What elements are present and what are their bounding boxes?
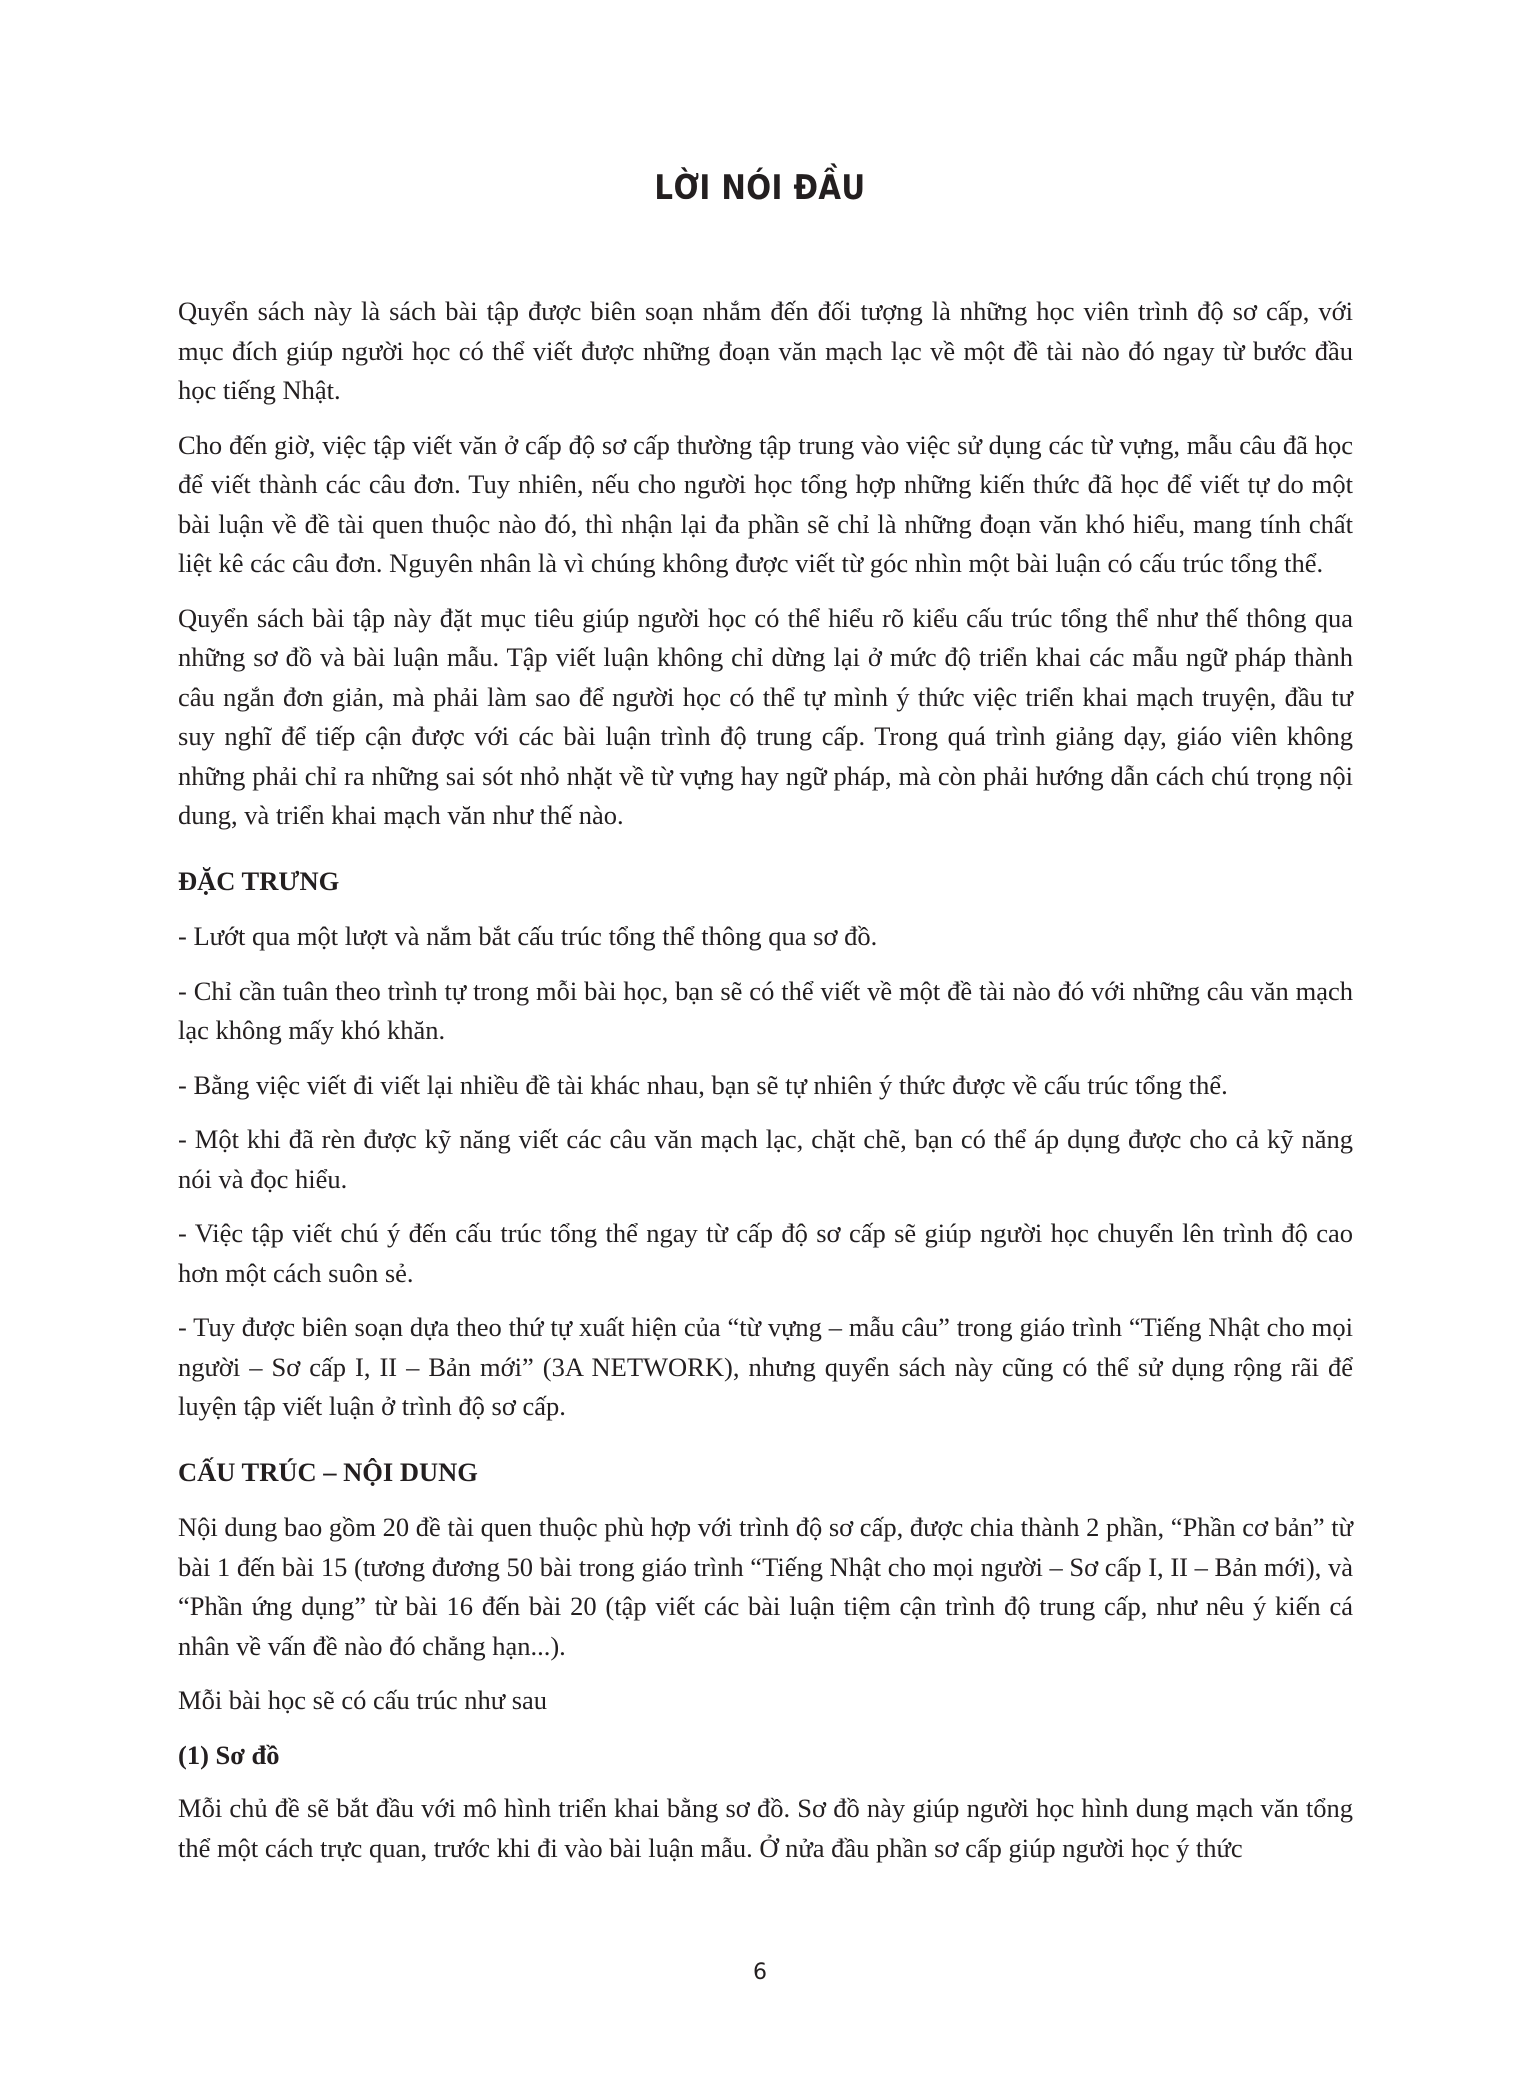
intro-paragraph: Quyển sách này là sách bài tập được biên soạn nhắm đến đối tượng là những học viên trình độ sơ cấp, với mục đích giúp người học có thể viết được những đoạn văn mạch lạc về một đề tài nào đó ngay từ bước đầu học tiếng Nhật. — [178, 296, 1353, 405]
feature-item: - Việc tập viết chú ý đến cấu trúc tổng thể ngay từ cấp độ sơ cấp sẽ giúp người học chuyển lên trình độ cao hơn một cách suôn sẻ. — [178, 1218, 1353, 1288]
diagram-subheading: (1) Sơ đồ — [178, 1739, 280, 1770]
intro-paragraph: Quyển sách bài tập này đặt mục tiêu giúp người học có thể hiểu rõ kiểu cấu trúc tổng thể như thế thông qua những sơ đồ và bài luận mẫu. Tập viết luận không chỉ dừng lại ở mức độ triển khai các mẫu ngữ pháp thành câu ngắn đơn giản, mà phải làm sao để người học có thể tự mình ý thức việc triển khai mạch truyện, đầu tư suy nghĩ để tiếp cận được với các bài luận trình độ trung cấp. Trong quá trình giảng dạy, giáo viên không những phải chỉ ra những sai sót nhỏ nhặt về từ vựng hay ngữ pháp, mà còn phải hướng dẫn cách chú trọng nội dung, và triển khai mạch văn như thế nào. — [178, 602, 1353, 830]
feature-item: - Tuy được biên soạn dựa theo thứ tự xuất hiện của “từ vựng – mẫu câu” trong giáo trình “Tiếng Nhật cho mọi người – Sơ cấp I, II – Bản mới” (3A NETWORK), nhưng quyển sách này cũng có thể sử dụng rộng rãi để luyện tập viết luận ở trình độ sơ cấp. — [178, 1312, 1353, 1421]
feature-item: - Lướt qua một lượt và nắm bắt cấu trúc tổng thể thông qua sơ đồ. — [178, 921, 878, 951]
structure-paragraph: Nội dung bao gồm 20 đề tài quen thuộc phù hợp với trình độ sơ cấp, được chia thành 2 phần, “Phần cơ bản” từ bài 1 đến bài 15 (tương đương 50 bài trong giáo trình “Tiếng Nhật cho mọi người – Sơ cấp I, II – Bản mới), và “Phần ứng dụng” từ bài 16 đến bài 20 (tập viết các bài luận tiệm cận trình độ trung cấp, như nêu ý kiến cá nhân về vấn đề nào đó chẳng hạn...). — [178, 1512, 1353, 1661]
intro-paragraph: Cho đến giờ, việc tập viết văn ở cấp độ sơ cấp thường tập trung vào việc sử dụng các từ vựng, mẫu câu đã học để viết thành các câu đơn. Tuy nhiên, nếu cho người học tổng hợp những kiến thức đã học để viết tự do một bài luận về đề tài quen thuộc nào đó, thì nhận lại đa phần sẽ chỉ là những đoạn văn khó hiểu, mang tính chất liệt kê các câu đơn. Nguyên nhân là vì chúng không được viết từ góc nhìn một bài luận có cấu trúc tổng thể. — [178, 429, 1353, 578]
feature-item: - Bằng việc viết đi viết lại nhiều đề tài khác nhau, bạn sẽ tự nhiên ý thức được về cấu trúc tổng thể. — [178, 1069, 1228, 1100]
features-heading: ĐẶC TRƯNG — [178, 865, 340, 896]
page-title: LỜI NÓI ĐẦU — [654, 168, 866, 208]
page-number: 6 — [753, 1960, 767, 1985]
structure-heading: CẤU TRÚC – NỘI DUNG — [178, 1456, 478, 1487]
feature-item: - Chỉ cần tuân theo trình tự trong mỗi bài học, bạn sẽ có thể viết về một đề tài nào đó với những câu văn mạch lạc không mấy khó khăn. — [178, 975, 1353, 1045]
structure-paragraph: Mỗi bài học sẽ có cấu trúc như sau — [178, 1685, 548, 1715]
document-body — [178, 292, 1353, 1883]
feature-item: - Một khi đã rèn được kỹ năng viết các câu văn mạch lạc, chặt chẽ, bạn có thể áp dụng được cho cả kỹ năng nói và đọc hiểu. — [178, 1124, 1353, 1194]
diagram-paragraph: Mỗi chủ đề sẽ bắt đầu với mô hình triển khai bằng sơ đồ. Sơ đồ này giúp người học hình dung mạch văn tổng thể một cách trực quan, trước khi đi vào bài luận mẫu. Ở nửa đầu phần sơ cấp giúp người học ý thức — [178, 1793, 1353, 1863]
